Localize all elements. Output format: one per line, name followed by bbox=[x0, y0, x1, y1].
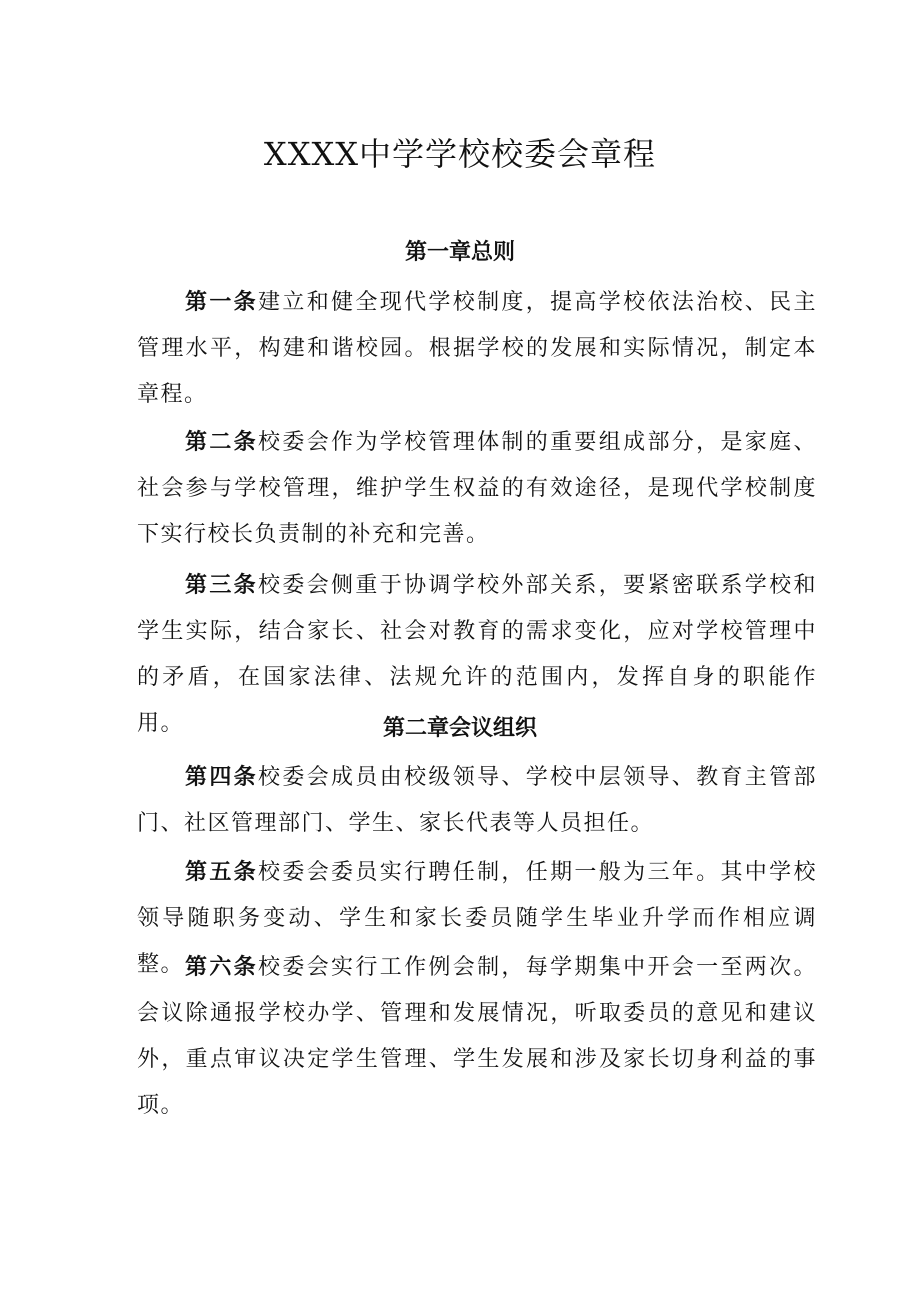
article-text: 校委会委员实行聘任制，任期一般为三年。其中学校领导随职务变动、学生和家长委员随学生毕业升学而作相应调整。 bbox=[137, 860, 817, 977]
article-6 bbox=[137, 944, 817, 1129]
article-label: 第六条 bbox=[185, 954, 259, 980]
article-4 bbox=[137, 754, 817, 847]
article-label: 第五条 bbox=[185, 859, 259, 885]
article-label: 第二条 bbox=[185, 429, 259, 455]
article-label: 第一条 bbox=[185, 289, 259, 315]
article-text: 校委会成员由校级领导、学校中层领导、教育主管部门、社区管理部门、学生、家长代表等人员担任。 bbox=[137, 765, 817, 836]
chapter-heading-1: 第一章总则 bbox=[404, 239, 515, 265]
article-1 bbox=[137, 279, 817, 418]
chapter-heading-2: 第二章会议组织 bbox=[382, 715, 537, 741]
article-label: 第四条 bbox=[185, 764, 259, 790]
article-2 bbox=[137, 419, 817, 558]
document-title: XXXX中学学校校委会章程 bbox=[263, 135, 657, 173]
article-text: 校委会实行工作例会制，每学期集中开会一至两次。会议除通报学校办学、管理和发展情况，听取委员的意见和建议外，重点审议决定学生管理、学生发展和涉及家长切身利益的事项。 bbox=[137, 955, 817, 1118]
article-text: 校委会侧重于协调学校外部关系，要紧密联系学校和学生实际，结合家长、社会对教育的需求变化，应对学校管理中的矛盾，在国家法律、法规允许的范围内，发挥自身的职能作用。 bbox=[137, 573, 817, 736]
article-label: 第三条 bbox=[185, 572, 259, 598]
article-text: 建立和健全现代学校制度，提高学校依法治校、民主管理水平，构建和谐校园。根据学校的发展和实际情况，制定本章程。 bbox=[137, 290, 817, 407]
article-text: 校委会作为学校管理体制的重要组成部分，是家庭、社会参与学校管理，维护学生权益的有效途径，是现代学校制度下实行校长负责制的补充和完善。 bbox=[137, 430, 817, 547]
